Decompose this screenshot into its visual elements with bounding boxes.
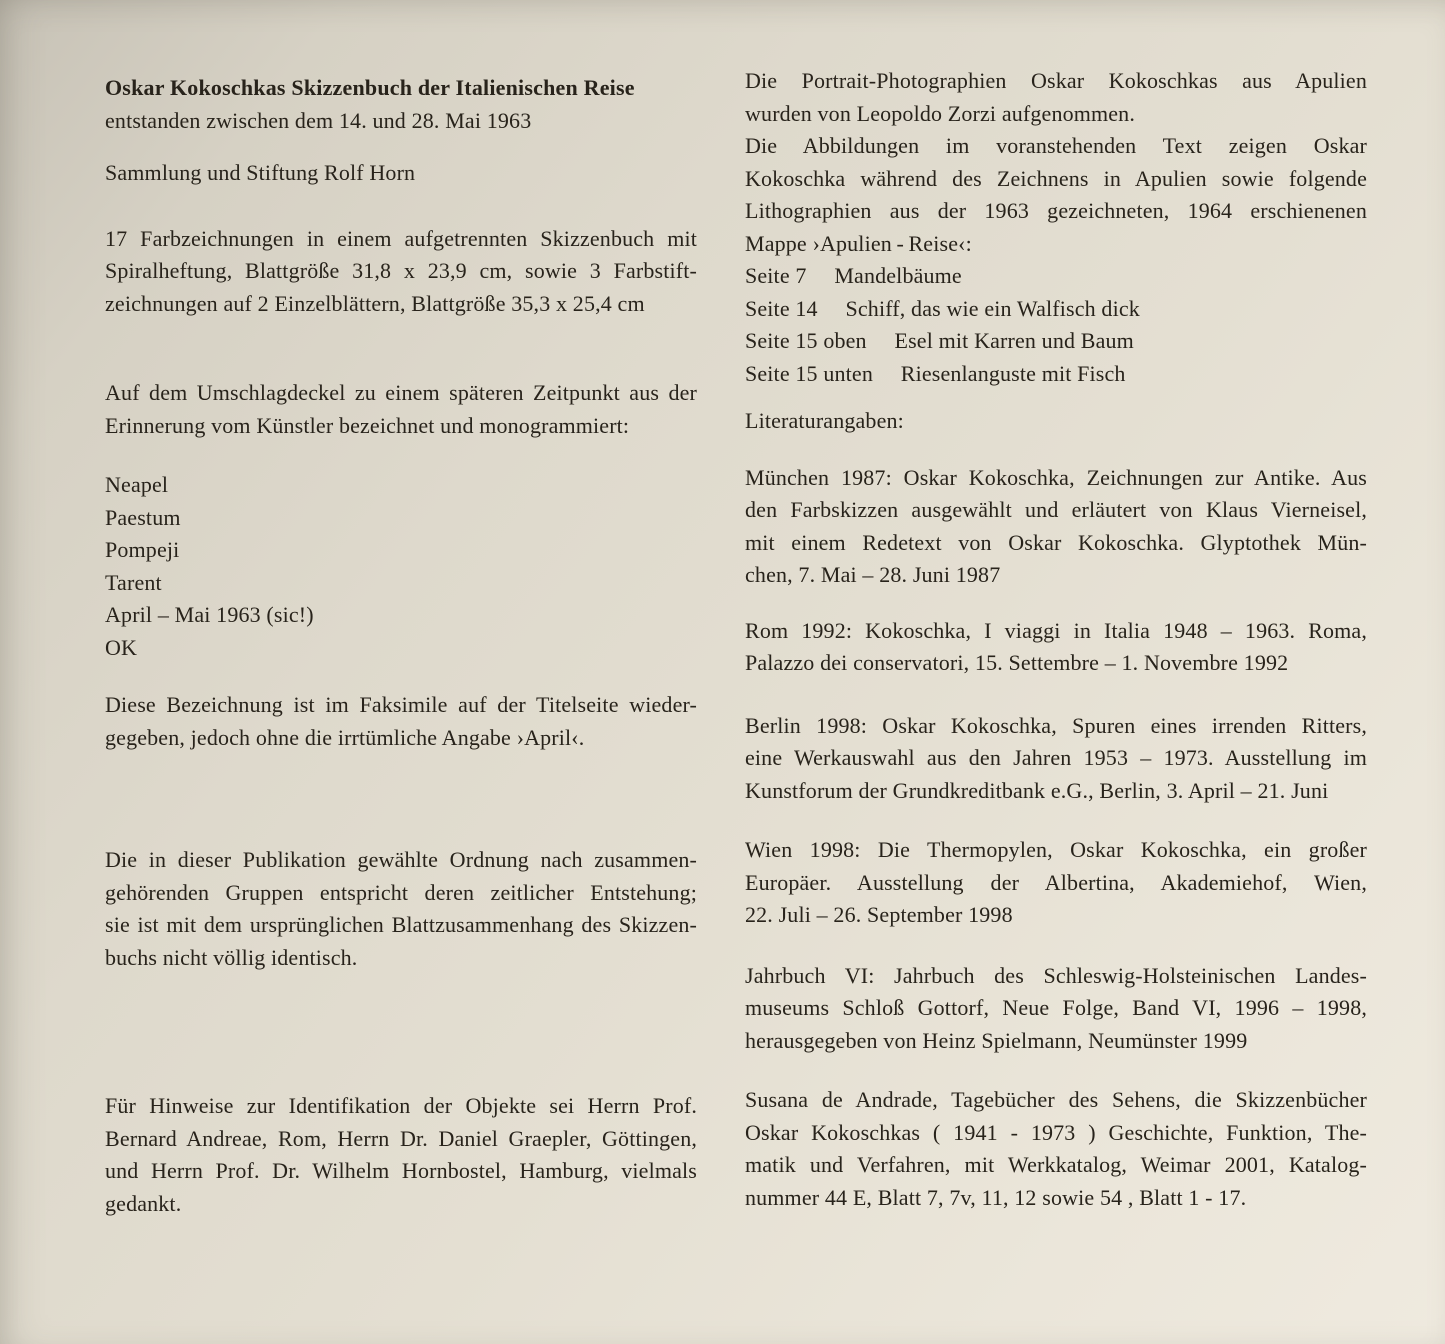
text-line: Kokoschka während des Zeichnens in Apulien sowie folgende: [745, 165, 1367, 191]
text-line: Die in dieser Publikation gewählte Ordnung nach zusammen-: [105, 847, 697, 872]
text-line: Mappe ›Apulien - Reise‹:: [745, 230, 972, 256]
text-line: Für Hinweise zur Identifikation der Objekte sei Herrn Prof.: [105, 1093, 697, 1118]
text-line: Seite 7 Mandelbäume: [745, 263, 962, 288]
text-line: wurden von Leopoldo Zorzi aufgenommen.: [745, 100, 1135, 126]
acknowledgements: [105, 1090, 697, 1220]
ordering-note: [105, 844, 697, 974]
text-line: Spiralheftung, Blattgröße 31,8 x 23,9 cm, sowie 3 Farbstift-: [105, 258, 697, 283]
text-line: Susana de Andrade, Tagebücher des Sehens, die Skizzenbücher: [745, 1087, 1367, 1112]
text-line: Europäer. Ausstellung der Albertina, Akademiehof, Wien,: [745, 869, 1367, 895]
text-line: Auf dem Umschlagdeckel zu einem späteren Zeitpunkt aus der: [105, 380, 697, 405]
text-line: Sammlung und Stiftung Rolf Horn: [105, 160, 416, 185]
text-line: Lithographien aus der 1963 gezeichneten, 1964 erschienenen: [745, 198, 1367, 223]
text-line: buchs nicht völlig identisch.: [105, 944, 358, 970]
text-line: Berlin 1998: Oskar Kokoschka, Spuren eines irrenden Ritters,: [745, 712, 1367, 738]
portrait-photographs-note: [745, 65, 1367, 130]
text-line: Neapel: [105, 472, 169, 497]
text-line: Tarent: [105, 569, 162, 595]
text-line: zeichnungen auf 2 Einzelblättern, Blattgröße 35,3 x 25,4 cm: [105, 290, 645, 316]
text-line: gegeben, jedoch ohne die irrtümliche Angabe ›April‹.: [105, 724, 585, 750]
text-line: gehörenden Gruppen entspricht deren zeitlicher Entstehung;: [105, 879, 697, 905]
entry-jahrbuch-vi: [745, 960, 1367, 1058]
literature-heading: [745, 405, 1367, 438]
text-line: gedankt.: [105, 1190, 182, 1216]
text-line: April – Mai 1963 (sic!): [105, 602, 314, 627]
text-line: museums Schloß Gottorf, Neue Folge, Band VI, 1996 – 1998,: [745, 995, 1367, 1020]
text-line: Die Portrait-Photographien Oskar Kokoschkas aus Apulien: [745, 68, 1367, 93]
text-line: und Herrn Prof. Dr. Wilhelm Hornbostel, Hamburg, vielmals: [105, 1158, 697, 1183]
left-column: [105, 72, 697, 1220]
text-line: den Farbskizzen ausgewählt und erläutert von Klaus Vierneisel,: [745, 497, 1367, 522]
facsimile-note: [105, 689, 697, 754]
text-line: sie ist mit dem ursprünglichen Blattzusammenhang des Skizzen-: [105, 912, 697, 937]
text-line: Palazzo dei conservatori, 15. Settembre – 1. Novembre 1992: [745, 650, 1289, 675]
collection: [105, 157, 697, 190]
text-line: Die Abbildungen im voranstehenden Text zeigen Oskar: [745, 133, 1367, 158]
plate-list: [745, 260, 1367, 390]
illustrations-note: [745, 130, 1367, 260]
text-line: Jahrbuch VI: Jahrbuch des Schleswig-Holsteinischen Landes-: [745, 962, 1367, 988]
text-line: Rom 1992: Kokoschka, I viaggi in Italia 1948 – 1963. Roma,: [745, 617, 1367, 643]
text-line: matik und Verfahren, mit Werkkatalog, Weimar 2001, Katalog-: [745, 1152, 1367, 1177]
text-line: OK: [105, 634, 138, 660]
entry-berlin-1998: [745, 710, 1367, 808]
text-line: 22. Juli – 26. September 1998: [745, 902, 1013, 927]
text-line: München 1987: Oskar Kokoschka, Zeichnungen zur Antike. Aus: [745, 464, 1367, 490]
text-line: Oskar Kokoschkas ( 1941 - 1973 ) Geschichte, Funktion, The-: [745, 1119, 1367, 1145]
inscription-intro: [105, 377, 697, 442]
text-line: Erinnerung vom Künstler bezeichnet und monogrammiert:: [105, 412, 630, 438]
text-line: Bernard Andreae, Rom, Herrn Dr. Daniel Graepler, Göttingen,: [105, 1125, 697, 1151]
text-line: herausgegeben von Heinz Spielmann, Neumünster 1999: [745, 1027, 1248, 1053]
inscription-list: [105, 469, 697, 664]
entry-rom-1992: [745, 615, 1367, 680]
text-line: Diese Bezeichnung ist im Faksimile auf der Titelseite wieder-: [105, 692, 697, 717]
text-line: Seite 14 Schiff, das wie ein Walfisch dick: [745, 295, 1140, 321]
entry-susana-andrade: [745, 1084, 1367, 1214]
text-line: Paestum: [105, 504, 181, 530]
text-line: Oskar Kokoschkas Skizzenbuch der Italienischen Reise: [105, 75, 635, 100]
text-line: chen, 7. Mai – 28. Juni 1987: [745, 562, 1001, 587]
text-line: entstanden zwischen dem 14. und 28. Mai 1963: [105, 107, 532, 133]
text-line: Pompeji: [105, 537, 180, 562]
text-line: Kunstforum der Grundkreditbank e.G., Berlin, 3. April – 21. Juni: [745, 777, 1329, 803]
text-line: Seite 15 oben Esel mit Karren und Baum: [745, 328, 1134, 353]
text-line: 17 Farbzeichnungen in einem aufgetrennten Skizzenbuch mit: [105, 225, 697, 251]
right-column: [745, 65, 1367, 1214]
entry-wien-1998: [745, 834, 1367, 932]
physical-description: [105, 223, 697, 321]
entry-muenchen-1987: [745, 462, 1367, 592]
text-line: mit einem Redetext von Oskar Kokoschka. Glyptothek Mün-: [745, 529, 1367, 555]
title-block: [105, 72, 697, 137]
text-line: nummer 44 E, Blatt 7, 7v, 11, 12 sowie 54 , Blatt 1 - 17.: [745, 1184, 1247, 1210]
text-line: Literaturangaben:: [745, 408, 904, 433]
text-line: Seite 15 unten Riesenlanguste mit Fisch: [745, 360, 1126, 386]
text-line: eine Werkauswahl aus den Jahren 1953 – 1973. Ausstellung im: [745, 745, 1367, 770]
text-line: Wien 1998: Die Thermopylen, Oskar Kokoschka, ein großer: [745, 837, 1367, 862]
